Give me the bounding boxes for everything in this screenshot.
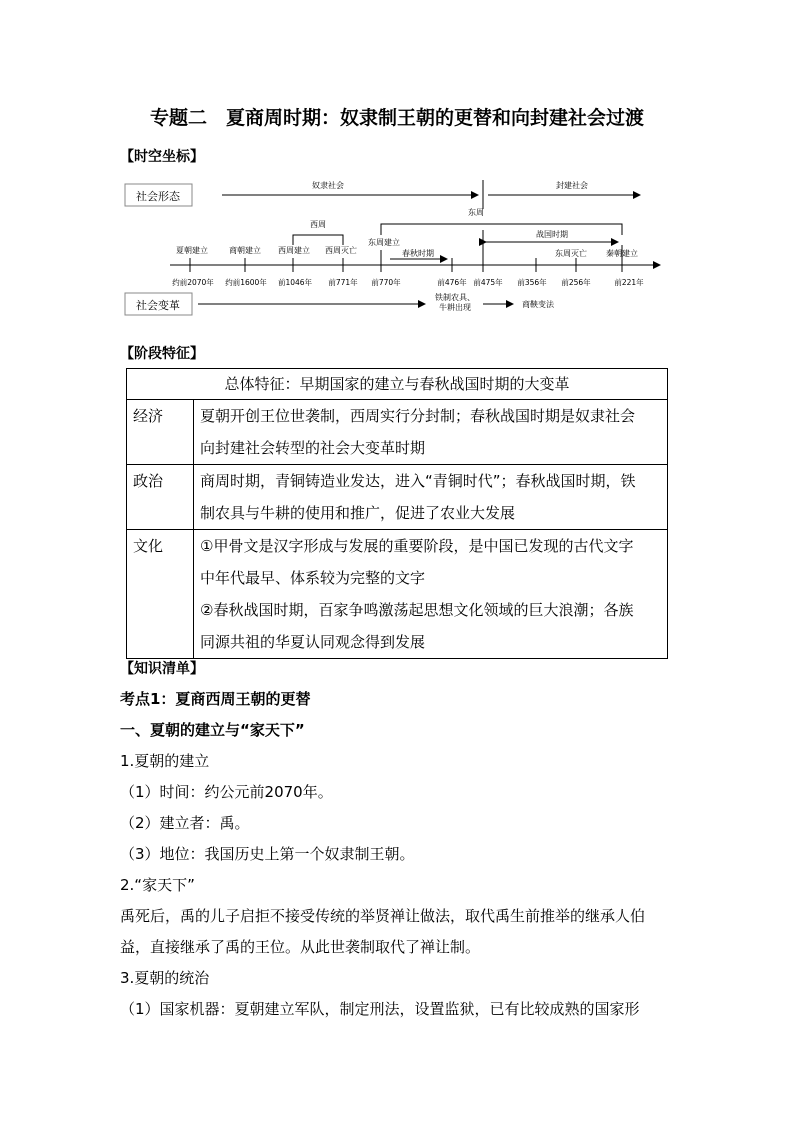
event-dongzhou-fall: 东周灭亡 [555,249,587,258]
dongzhou-label: 东周 [468,208,484,217]
subheading: 1.夏朝的建立 [120,752,210,770]
section-heading-timeline: 【时空坐标】 [120,149,204,165]
event-xia: 夏朝建立 [176,246,208,255]
content-line: 制农具与牛耕的使用和推广，促进了农业大发展 [200,504,516,522]
change-label: 社会变革 [136,299,180,312]
content-line: 向封建社会转型的社会大变革时期 [200,439,426,457]
event-xizhou-found: 西周建立 [278,246,310,255]
date-label: 前476年 [437,278,467,287]
date-label: 前356年 [517,278,547,287]
kaodian-heading: 考点1：夏商西周王朝的更替 [120,690,311,708]
row-label-culture: 文化 [127,530,194,659]
date-label: 约前2070年 [172,278,214,287]
xizhou-bracket [293,235,343,245]
subheading: 3.夏朝的统治 [120,969,210,987]
list-item: （1）时间：约公元前2070年。 [120,783,333,801]
shang-yang-label: 商鞅变法 [522,300,554,309]
date-label: 前1046年 [277,278,313,287]
slave-society-label: 奴隶社会 [312,181,344,190]
features-table [126,368,668,659]
page-title: 专题二 夏商周时期：奴隶制王朝的更替和向封建社会过渡 [149,107,644,129]
event-qin: 秦朝建立 [606,249,638,258]
content-line: 商周时期，青铜铸造业发达，进入“青铜时代”；春秋战国时期，铁 [200,472,636,490]
date-label: 约前1600年 [225,278,267,287]
content-line: 夏朝开创王位世袭制，西周实行分封制；春秋战国时期是奴隶社会 [200,407,636,425]
event-dongzhou-found: 东周建立 [368,238,400,247]
tools-label-2: 牛耕出现 [439,303,471,312]
list-item: （2）建立者：禹。 [120,814,250,832]
event-xizhou-fall: 西周灭亡 [325,246,357,255]
date-label: 前221年 [614,278,644,287]
row-label-economy: 经济 [127,400,194,465]
timeline-diagram [0,0,794,340]
content-line: ①甲骨文是汉字形成与发展的重要阶段，是中国已发现的古代文字 [200,537,634,555]
content-line: ②春秋战国时期，百家争鸣激荡起思想文化领域的巨大浪潮；各族 [200,601,634,619]
part1-heading: 一、夏朝的建立与“家天下” [120,721,305,739]
date-label: 前770年 [371,278,401,287]
tools-label-1: 铁制农具、 [435,293,475,302]
row-label-politics: 政治 [127,465,194,530]
list-item: （3）地位：我国历史上第一个奴隶制王朝。 [120,845,415,863]
chunqiu-label: 春秋时期 [402,249,434,258]
paragraph-line: 益，直接继承了禹的王位。从此世袭制取代了禅让制。 [120,938,481,956]
row-content-economy [194,400,668,465]
subheading: 2.“家天下” [120,876,195,894]
society-label: 社会形态 [136,190,180,203]
section-heading-knowledge: 【知识清单】 [120,661,204,677]
list-item: （1）国家机器：夏朝建立军队，制定刑法，设置监狱，已有比较成熟的国家形 [120,1000,640,1018]
date-label: 前475年 [473,278,503,287]
paragraph-line: 禹死后，禹的儿子启拒不接受传统的举贤禅让做法，取代禹生前推举的继承人伯 [120,907,646,925]
section-heading-features: 【阶段特征】 [120,346,204,362]
dongzhou-bracket [381,224,622,235]
event-shang: 商朝建立 [229,246,261,255]
feudal-society-label: 封建社会 [556,181,588,190]
zhanguo-label: 战国时期 [536,230,568,239]
date-label: 前771年 [328,278,358,287]
content-line: 中年代最早、体系较为完整的文字 [200,569,426,587]
date-label: 前256年 [561,278,591,287]
xizhou-label: 西周 [310,220,326,229]
row-content-politics [194,465,668,530]
row-content-culture [194,530,668,659]
features-header: 总体特征：早期国家的建立与春秋战国时期的大变革 [127,369,668,400]
content-line: 同源共祖的华夏认同观念得到发展 [200,633,426,651]
